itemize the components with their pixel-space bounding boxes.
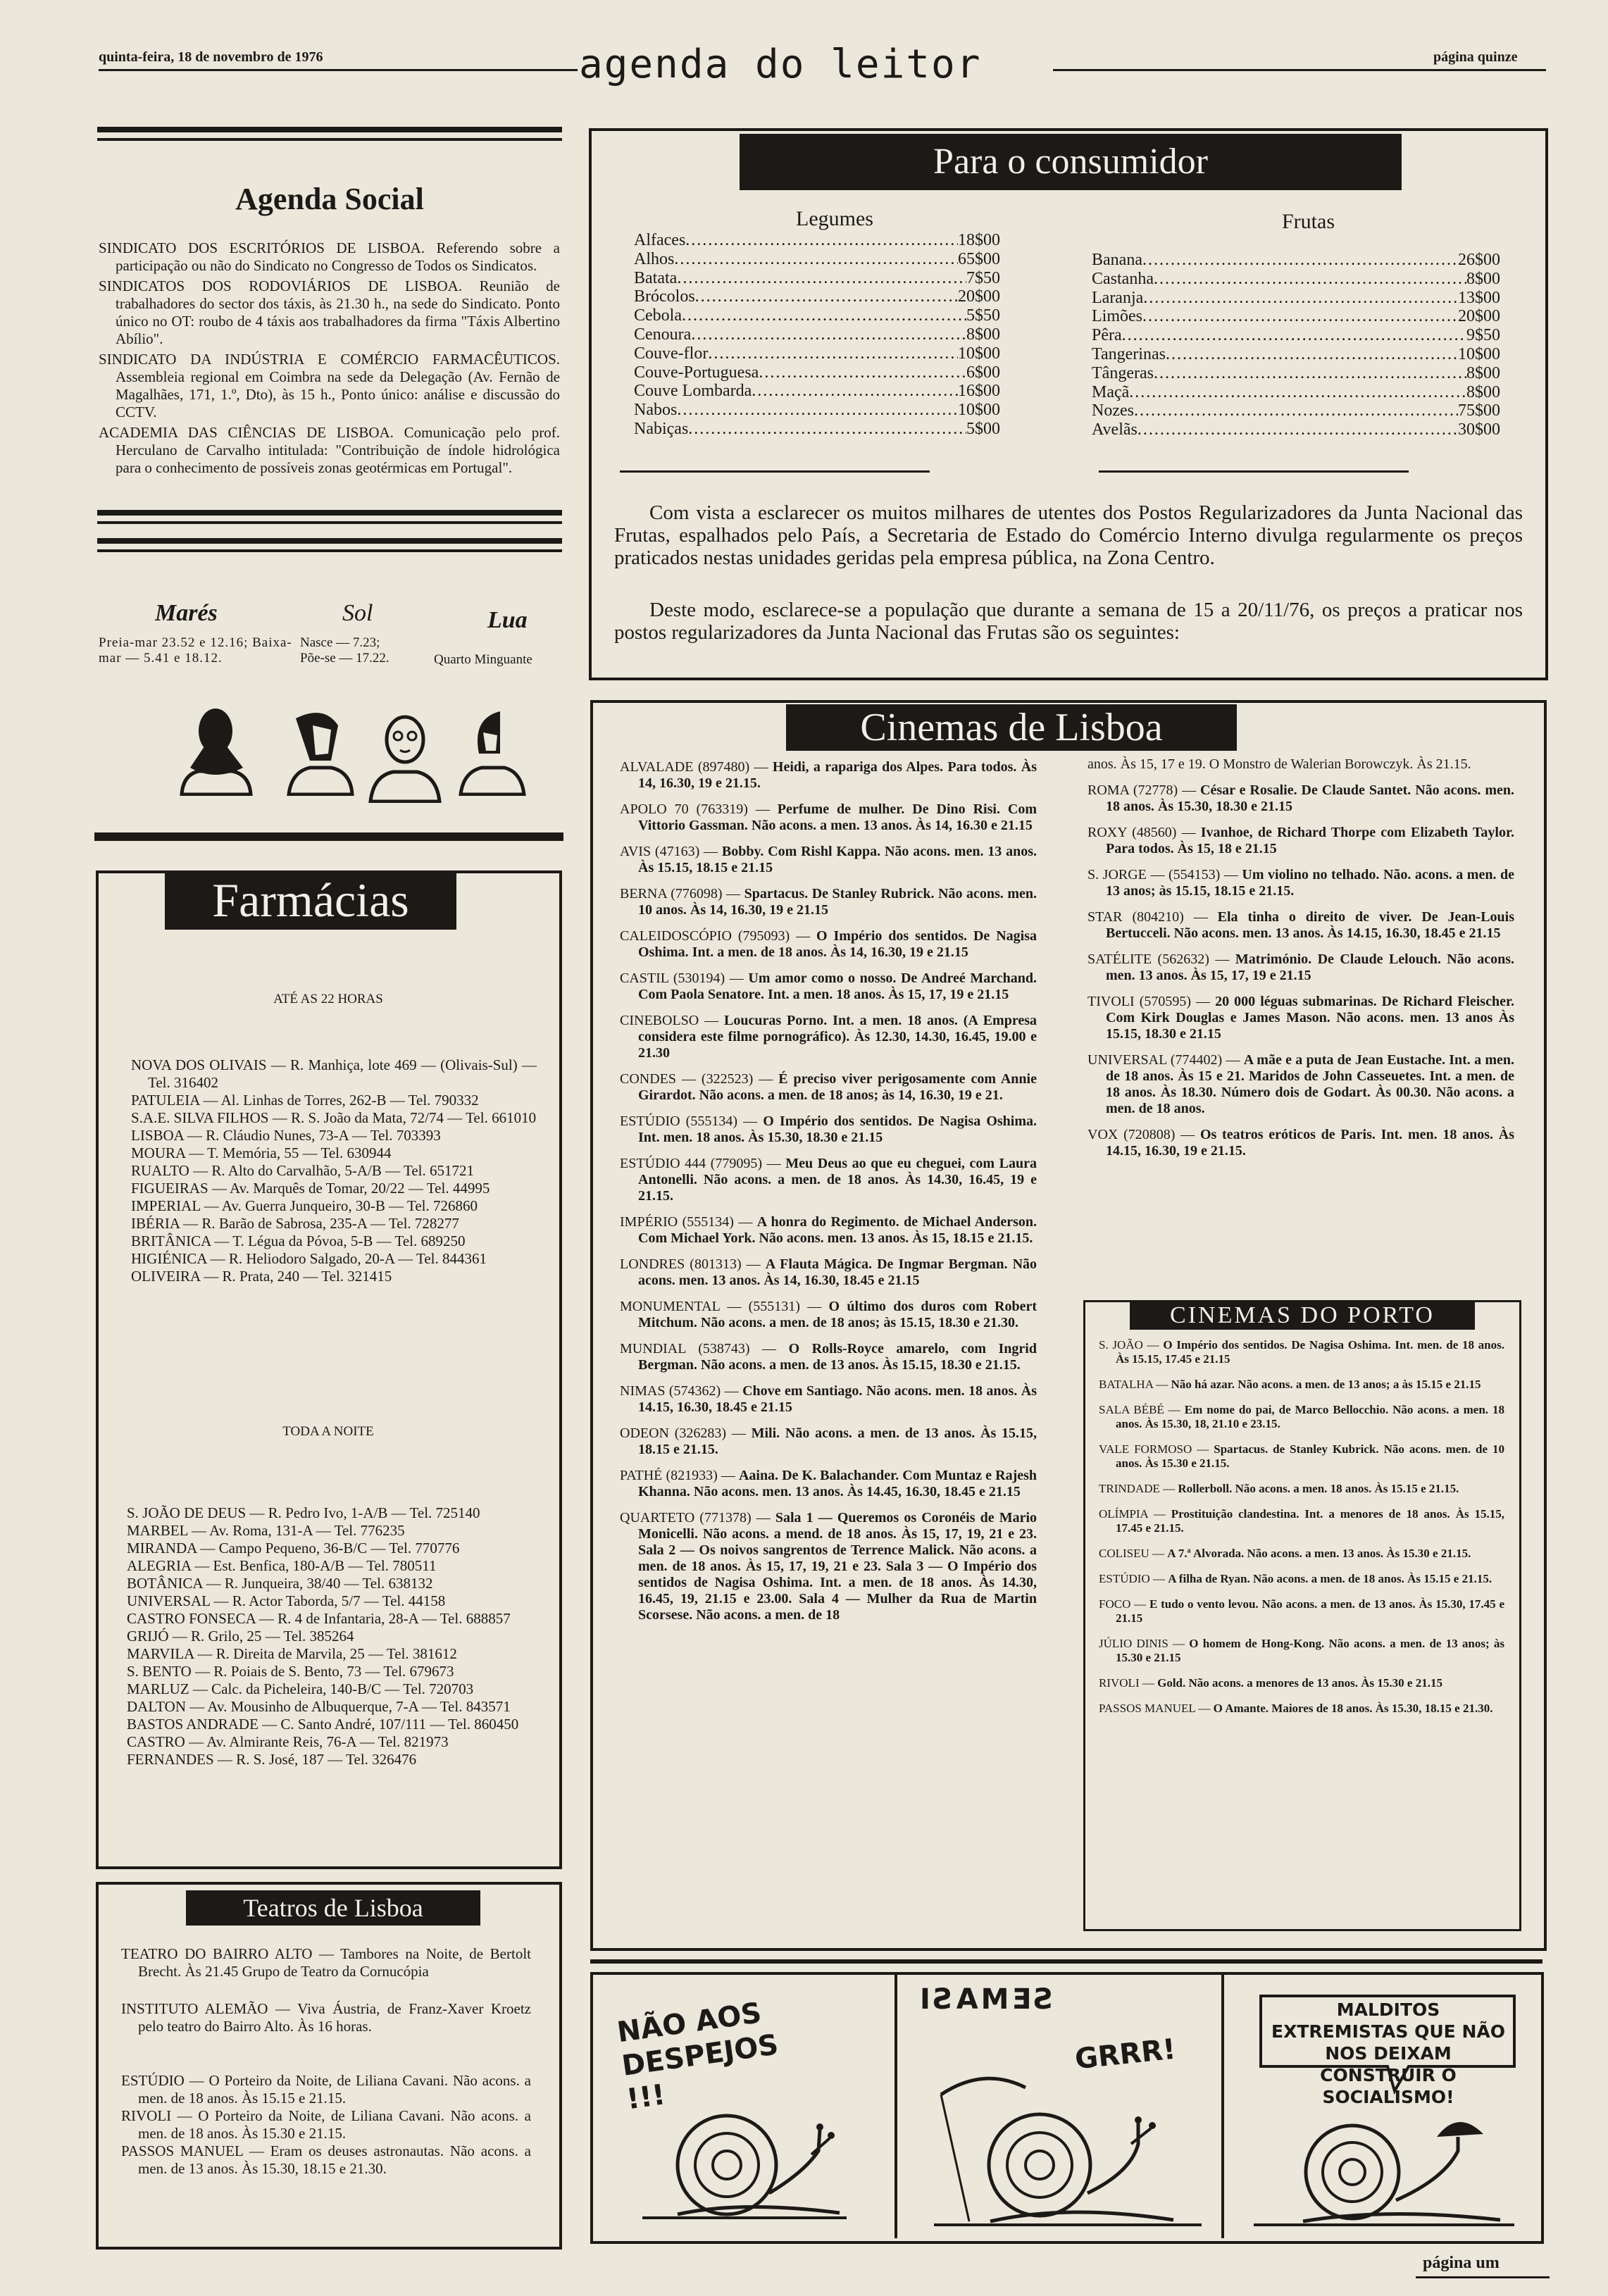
cinema-name: UNIVERSAL (774402) — [1087,1052,1240,1068]
price-item-name: Banana [1092,251,1142,269]
agenda-rule-bottom-2 [97,521,562,524]
cinema-details: Gold. Não acons. a menores de 13 anos. Às 15.30 e 21.15 [1157,1676,1442,1690]
leader-dots [752,382,958,401]
pharmacy-item: LISBOA — R. Cláudio Nunes, 73-A — Tel. 703393 [131,1127,441,1144]
cinema-details: A filha de Ryan. Não acons. a men. de 18 anos. Às 15.15 e 21.15. [1168,1572,1492,1585]
price-row [1092,383,1500,402]
price-row [1092,289,1500,308]
cinema-name: TIVOLI (570595) — [1087,994,1211,1009]
price-row [1092,251,1500,270]
cinema-details: Perfume de mulher. De Dino Risi. Com Vittorio Gassman. Não acons. a men. 13 anos. Às 14, 16.30 e 21.15 [638,801,1037,833]
porto-banner: CINEMAS DO PORTO [1130,1302,1475,1330]
cinema-details: A mãe e a puta de Jean Eustache. Int. a men. de 18 anos. Às 15 e 21. Maridos de John Casseuetes. Int. a men. de 18 anos. Às 18.30. Número dois de Godart. Às 00.30. Não acons. a men. de 18 anos. [1106,1052,1514,1116]
cinema-details: O Império dos sentidos. De Nagisa Oshima. Int. a men. de 18 anos. Às 14, 16.30, 19 e 21.15 [638,928,1037,960]
leader-dots [1142,251,1458,270]
consumidor-paragraph-1: Com vista a esclarecer os muitos milhares de utentes dos Postos Regularizadores da Junta Nacional das Frutas, espalhados pelo País, a Secretaria de Estado do Comércio Interno divulga regularmente os preços praticados nestas unidades geridas pela empresa pública, na Zona Centro. [614,501,1523,569]
cinema-name: PATHÉ (821933) — [620,1468,735,1483]
cinema-details: Loucuras Porno. Int. a men. 18 anos. (A Empresa considera este filme pornográfico). Às 12.30, 14.30, 16.45, 19.00 e 21.30 [638,1013,1037,1061]
price-item-value: 8$00 [966,325,1000,344]
leader-dots [695,287,958,306]
leader-dots [677,401,958,420]
leader-dots [1142,307,1458,326]
cinema-listing [620,1013,1037,1061]
cinema-name: S. JOÃO — [1099,1338,1159,1352]
pharmacy-item: MARVILA — R. Direita de Marvila, 25 — Tel. 381612 [127,1645,457,1662]
pharmacy-item: IBÉRIA — R. Barão de Sabrosa, 235-A — Tel. 728277 [131,1215,459,1232]
cinema-listing [1087,952,1514,984]
price-row [634,250,1000,269]
cinema-name: MUNDIAL (538743) — [620,1341,777,1356]
cinema-name: ODEON (326283) — [620,1425,746,1441]
legumes-list [634,231,1000,439]
price-row [634,382,1000,401]
cinemas-banner: Cinemas de Lisboa [786,704,1237,751]
mares-rule-top-2 [97,549,562,552]
section-title: agenda do leitor [579,42,982,87]
cinema-details: O homem de Hong-Kong. Não acons. a men. de 13 anos; às 15.30 e 21.15 [1116,1637,1505,1664]
cinema-listing [1099,1637,1504,1665]
agenda-item: SINDICATOS DOS RODOVIÁRIOS DE LISBOA. Reunião de trabalhadores do sector dos táxis, às 21.30 h., na sede do Sindicato. Ponto único no OT: roubo de 4 táxis aos trabalhadores da firma "Táxis Albertino Abílio". [99,277,560,347]
cinema-listing [1099,1676,1504,1690]
cinema-name: APOLO 70 (763319) — [620,801,770,817]
cinema-details: Sala 1 — Queremos os Coronéis de Mario Monicelli. Não acons. a mend. de 18 anos. Às 15, 17, 19, 21 e 23. Sala 2 — Os noivos sangrentos de Terrence Malick. Não acons. a men. de 18 anos. Às 15, 17, 19, 21 e 23. Sala 3 — O Império dos sentidos de Nagisa Oshima. Int. a men. de 18 anos. Às 14.30, 16.45, 19, 21.15 e 23.00. Sala 4 — Mulher da Rua de Martin Scorsese. Não acons. a men. de 18 [638,1510,1037,1623]
leader-dots [1166,345,1458,364]
price-row [634,363,1000,382]
cinema-details: Não há azar. Não acons. a men. de 13 anos; a às 15.15 e 21.15 [1171,1378,1481,1391]
price-item-value: 10$00 [1458,344,1500,363]
cinema-details: Um amor como o nosso. De Andreé Marchand. Com Paola Senatore. Int. a men. 18 anos. Às 15, 17, 19 e 21.15 [638,971,1037,1002]
snail-angry-icon [927,2052,1209,2235]
pharmacy-item: S.A.E. SILVA FILHOS — R. S. João da Mata, 72/74 — Tel. 661010 [131,1109,537,1126]
pharmacy-item: NOVA DOS OLIVAIS — R. Manhiça, lote 469 — (Olivais-Sul) — Tel. 316402 [131,1056,537,1091]
sol-label: Sol [342,600,373,626]
profile-face-icon [366,711,444,803]
leader-dots [1154,364,1466,383]
price-item-value: 5$50 [966,306,1000,325]
cinema-name: FOCO — [1099,1597,1147,1611]
cinema-listing [1099,1702,1504,1716]
pharmacy-item: HIGIÉNICA — R. Heliodoro Salgado, 20-A — Tel. 844361 [131,1250,487,1267]
cinemas-col1 [620,759,1037,1633]
cinema-details: A Flauta Mágica. De Ingmar Bergman. Não acons. men. 13 anos. Às 14, 16.30, 18.45 e 21.15 [638,1256,1037,1288]
price-item-value: 20$00 [958,287,1000,306]
cinema-listing [620,1113,1037,1146]
cinema-name: ROXY (48560) — [1087,825,1196,840]
cartoon-divider-2 [1221,1975,1224,2238]
cinema-details: Matrimónio. De Claude Lelouch. Não acons. men. 13 anos. Às 15, 17, 19 e 21.15 [1106,952,1514,983]
cinema-name: COLISEU — [1099,1547,1165,1560]
snail-icon [635,2088,861,2228]
cinema-listing [620,1425,1037,1458]
cinema-listing [620,886,1037,918]
pharmacy-item: BASTOS ANDRADE — C. Santo André, 107/111 — Tel. 860450 [127,1716,519,1733]
price-row [1092,401,1500,420]
cinema-listing [1099,1482,1504,1496]
cinema-listing [1099,1572,1504,1586]
farmacias-noite-list [127,1504,537,1768]
agenda-rule-bottom-1 [97,510,562,516]
cartoon-panel-2 [899,1975,1223,2238]
pharmacy-item: PATULEIA — Al. Linhas de Torres, 262-B — Tel. 790332 [131,1092,479,1109]
cinema-details: Meu Deus ao que eu cheguei, com Laura Antonelli. Não acons. a men. de 18 anos. Às 14.30, 16.45, 19 e 21.15. [638,1156,1037,1204]
price-item-value: 7$50 [966,268,1000,287]
price-item-name: Alhos [634,249,675,268]
cinema-details: O Império dos sentidos. De Nagisa Oshima. Int. men. de 18 anos. Às 15.15, 17.45 e 21.15 [1116,1338,1504,1366]
theatre-item: INSTITUTO ALEMÃO — Viva Áustria, de Franz-Xaver Kroetz pelo teatro do Bairro Alto. Às 16 horas. [121,2000,531,2035]
price-item-name: Cenoura [634,325,692,344]
cinema-listing [620,1156,1037,1204]
cinema-name: RIVOLI — [1099,1676,1154,1690]
cinema-name: JÚLIO DINIS — [1099,1637,1185,1650]
price-item-value: 9$50 [1466,326,1500,345]
consumidor-banner: Para o consumidor [740,134,1402,190]
cinema-details: A honra do Regimento. de Michael Anderson. Com Michael York. Não acons. men. 13 anos. Às 15, 18.15 e 21.15. [638,1214,1037,1246]
snail-helmet-icon [1247,2080,1521,2235]
price-row [1092,270,1500,289]
page-number: página quinze [1433,49,1518,65]
cartoon-sign: IƧAMƎƧ [920,1983,1057,2016]
consumidor-divider-right [1099,470,1409,473]
pharmacy-item: FIGUEIRAS — Av. Marquês de Tomar, 20/22 — Tel. 44995 [131,1180,490,1197]
cinema-name: NIMAS (574362) — [620,1383,739,1399]
cinema-details: É preciso viver perigosamente com Annie Girardot. Não acons. a men. de 18 anos; às 14, 16.30, 19 e 21. [638,1071,1037,1103]
mares-text: Preia-mar 23.52 e 12.16; Baixa-mar — 5.41 e 18.12. [99,635,292,666]
cinema-details: 20 000 léguas submarinas. De Richard Fleischer. Com Kirk Douglas e James Mason. Não acons. men. 13 anos Às 15.15, 18.30 e 21.15 [1106,994,1514,1042]
theatre-item: PASSOS MANUEL — Eram os deuses astronautas. Não acons. a men. de 13 anos. Às 15.30, 18.15 e 21.30. [121,2142,531,2177]
profile-hooded-icon [282,704,359,796]
cinema-listing [1099,1338,1504,1366]
mares-label: Marés [155,600,218,626]
price-item-name: Brócolos [634,287,695,306]
cinema-listing [1087,1052,1514,1117]
price-row [634,306,1000,325]
cinema-listing [620,1256,1037,1289]
price-item-value: 16$00 [958,382,1000,401]
cinema-listing [1087,825,1514,857]
leader-dots [691,325,966,344]
consumidor-paragraph-2: Deste modo, esclarece-se a população que durante a semana de 15 a 20/11/76, os preços a praticar nos postos regularizadores da Junta Nacional das Frutas são os seguintes: [614,599,1523,644]
farmacias-banner: Farmácias [165,871,456,930]
agenda-rule-top-2 [97,138,562,141]
cartoon-panel-3 [1226,1975,1535,2238]
cinema-listing [620,1468,1037,1500]
pharmacy-item: UNIVERSAL — R. Actor Taborda, 5/7 — Tel. 44158 [127,1592,446,1609]
cinema-details: Chove em Santiago. Não acons. men. 18 anos. Às 14.15, 16.30, 18.45 e 21.15 [638,1383,1037,1415]
price-item-value: 75$00 [1458,401,1500,420]
teatros-banner: Teatros de Lisboa [186,1890,480,1926]
mares-rule-top-1 [97,538,562,544]
pharmacy-item: MARBEL — Av. Roma, 131-A — Tel. 776235 [127,1522,405,1539]
cinema-name: AVIS (47163) — [620,844,718,859]
cinema-details: Bobby. Com Rishl Kappa. Não acons. men. 13 anos. Às 15.15, 18.15 e 21.15 [638,844,1037,875]
price-item-name: Cebola [634,306,682,325]
farmacias-ate-list [131,1056,537,1285]
price-item-value: 20$00 [1458,307,1500,326]
agenda-item: SINDICATO DA INDÚSTRIA E COMÉRCIO FARMACÊUTICOS. Assembleia regional em Coimbra na sede da Delegação (Av. Fernão de Magalhães, 171, 1.º, Dto), às 15 h., Ponto único: análise e discussão do CCTV. [99,351,560,420]
leader-dots [1134,401,1458,420]
cinema-name: PASSOS MANUEL — [1099,1702,1211,1715]
price-item-name: Nozes [1092,401,1134,420]
cinema-listing [1087,1127,1514,1159]
price-item-name: Avelãs [1092,420,1138,439]
price-item-name: Nabos [634,401,678,420]
cinema-name: LONDRES (801313) — [620,1256,761,1272]
price-item-name: Batata [634,268,678,287]
leader-dots [685,231,958,250]
price-item-value: 8$00 [1466,382,1500,401]
cinema-name: TRINDADE — [1099,1482,1176,1495]
cinema-listing [620,844,1037,876]
price-item-value: 30$00 [1458,420,1500,439]
price-row [634,287,1000,306]
leader-dots [674,250,958,269]
pharmacy-item: DALTON — Av. Mousinho de Albuquerque, 7-A — Tel. 843571 [127,1698,511,1715]
price-item-name: Nabiças [634,419,689,438]
leader-dots [682,306,966,325]
cinema-listing [1099,1507,1504,1535]
cinema-listing [620,1071,1037,1104]
price-item-name: Couve Lombarda [634,382,752,401]
header-date: quinta-feira, 18 de novembro de 1976 [99,49,323,65]
leader-dots [1122,326,1466,345]
price-row [634,231,1000,250]
leader-dots [677,269,966,288]
price-item-value: 13$00 [1458,288,1500,307]
cinema-listing [620,801,1037,834]
leader-dots [708,344,958,363]
cinema-details: Spartacus. De Stanley Rubrick. Não acons. men. 10 anos. Às 14, 16.30, 19 e 21.15 [638,886,1037,918]
pharmacy-item: MARLUZ — Calc. da Picheleira, 140-B/C — Tel. 720703 [127,1680,474,1697]
legumes-label: Legumes [796,207,873,230]
price-item-value: 65$00 [958,249,1000,268]
price-item-name: Pêra [1092,326,1122,345]
price-row [1092,364,1500,383]
cinema-details: O Amante. Maiores de 18 anos. Às 15.30, 18.15 e 21.30. [1213,1702,1493,1715]
cinema-details: O Império dos sentidos. De Nagisa Oshima. Int. men. 18 anos. Às 15.30, 18.30 e 21.15 [638,1113,1037,1145]
price-row [634,269,1000,288]
pharmacy-item: CASTRO — Av. Almirante Reis, 76-A — Tel. 821973 [127,1733,449,1750]
profile-silhouette-icon [176,704,254,796]
agenda-social-list [99,239,560,480]
pharmacy-item: RUALTO — R. Alto do Carvalhão, 5-A/B — Tel. 651721 [131,1162,474,1179]
cinema-details: Rollerboll. Não acons. a men. 18 anos. Às 15.15 e 21.15. [1178,1482,1459,1495]
agenda-item: SINDICATO DOS ESCRITÓRIOS DE LISBOA. Referendo sobre a participação ou não do Sindicato no Congresso de Todos os Sindicatos. [99,239,560,274]
teatros-list [121,1945,531,2178]
price-item-name: Laranja [1092,288,1144,307]
cinema-listing-continued: anos. Às 15, 17 e 19. O Monstro de Walerian Borowczyk. Às 21.15. [1087,756,1471,772]
price-item-name: Tângeras [1092,363,1154,382]
cinema-name: BERNA (776098) — [620,886,741,901]
cinema-name: CONDES — (322523) — [620,1071,773,1087]
pharmacy-item: MIRANDA — Campo Pequeno, 36-B/C — Tel. 770776 [127,1540,460,1556]
price-item-value: 18$00 [958,231,1000,249]
leader-dots [1154,270,1466,289]
leader-dots [1129,383,1466,402]
cinema-listing [1087,782,1514,815]
frutas-label: Frutas [1282,210,1335,233]
cinema-details: E tudo o vento levou. Não acons. a men. de 13 anos. Às 15.30, 17.45 e 21.15 [1116,1597,1504,1625]
pharmacy-item: S. JOÃO DE DEUS — R. Pedro Ivo, 1-A/B — Tel. 725140 [127,1504,480,1521]
pharmacy-item: CASTRO FONSECA — R. 4 de Infantaria, 28-A — Tel. 688857 [127,1610,511,1627]
cinema-details: O Rolls-Royce amarelo, com Ingrid Bergman. Não acons. a men. de 13 anos. Às 15.15, 18.30 e 21.15. [638,1341,1037,1373]
cinema-name: CASTIL (530194) — [620,971,744,986]
cinema-listing [620,1299,1037,1331]
cinema-details: Ela tinha o direito de viver. De Jean-Louis Bertucceli. Não acons. men. 13 anos. Às 14.15, 16.30, 18.45 e 21.15 [1106,909,1515,941]
cinema-name: CINEBOLSO — [620,1013,719,1028]
cinema-name: ALVALADE (897480) — [620,759,768,775]
price-row [1092,307,1500,326]
price-item-name: Castanha [1092,269,1154,288]
farmacias-rule-top [94,832,563,841]
cinema-name: QUARTETO (771378) — [620,1510,771,1526]
pharmacy-item: BRITÂNICA — T. Légua da Póvoa, 5-B — Tel. 689250 [131,1233,466,1249]
price-item-value: 6$00 [966,363,1000,382]
cartoon-divider-1 [895,1975,897,2238]
price-row [634,325,1000,344]
cinema-listing [1099,1442,1504,1471]
cinema-name: S. JORGE — (554153) — [1087,867,1238,882]
cartoon-caption-3: MALDITOS EXTREMISTAS QUE NÃO NOS DEIXAM CONSTRUIR O SOCIALISMO! [1271,1999,1505,2107]
price-item-value: 10$00 [958,401,1000,420]
cinema-listing [1087,909,1514,942]
cinema-details: Ivanhoe, de Richard Thorpe com Elizabeth Taylor. Para todos. Às 15, 18 e 21.15 [1106,825,1515,856]
leader-dots [1138,420,1458,439]
porto-list [1099,1338,1504,1727]
cinema-details: Um violino no telhado. Não. acons. a men. de 13 anos; às 15.15, 18.15 e 21.15. [1106,867,1515,899]
cinema-listing [620,759,1037,792]
cinema-name: MONUMENTAL — (555131) — [620,1299,822,1314]
theatre-item: RIVOLI — O Porteiro da Noite, de Liliana Cavani. Não acons. a men. de 18 anos. Às 15.30 e 21.15. [121,2107,531,2142]
cinema-listing [1087,867,1514,899]
cinema-listing [620,1341,1037,1373]
price-item-value: 5$00 [966,419,1000,438]
leader-dots [688,420,966,439]
price-row [1092,420,1500,439]
cinema-listing [620,1510,1037,1623]
cinemas-col2 [1087,756,1514,1169]
cinema-details: César e Rosalie. De Claude Santet. Não acons. men. 18 anos. Às 15.30, 18.30 e 21.15 [1106,782,1514,814]
price-row [634,420,1000,439]
header-rule-right [1053,69,1546,71]
cartoon-caption-1: NÃO AOS DESPEJOS !!! [615,1997,780,2116]
cinema-name: BATALHA — [1099,1378,1168,1391]
cinema-details: Mili. Não acons. a men. de 13 anos. Às 15.15, 18.15 e 21.15. [638,1425,1037,1457]
leader-dots [759,363,966,382]
cinema-name: CALEIDOSCÓPIO (795093) — [620,928,811,944]
pharmacy-item: IMPERIAL — Av. Guerra Junqueiro, 30-B — Tel. 726860 [131,1197,478,1214]
cinema-name: ESTÚDIO 444 (779095) — [620,1156,781,1171]
cinema-details: Os teatros eróticos de Paris. Int. men. 18 anos. Às 14.15, 16.30, 19 e 21.15. [1106,1127,1515,1159]
pharmacy-item: MOURA — T. Memória, 55 — Tel. 630944 [131,1144,392,1161]
cinema-details: Prostituição clandestina. Int. a menores de 18 anos. Às 15.15, 17.45 e 21.15. [1116,1507,1504,1535]
cinema-listing [1099,1403,1504,1431]
cinema-listing [1099,1597,1504,1626]
footer-rule [1416,2276,1550,2278]
footer-page: página um [1423,2254,1500,2272]
cartoon-caption-2: GRRR! [1073,2033,1178,2076]
agenda-social-title: Agenda Social [235,182,424,216]
cinema-name: ESTÚDIO — [1099,1572,1165,1585]
lua-label: Lua [487,607,528,633]
price-item-name: Limões [1092,307,1142,326]
cinema-name: ROMA (72778) — [1087,782,1197,798]
price-row [634,401,1000,420]
cartoon-rule-top [590,1959,1542,1964]
theatre-item: TEATRO DO BAIRRO ALTO — Tambores na Noite, de Bertolt Brecht. Às 21.45 Grupo de Teatro da Cornucópia [121,1945,531,1980]
leader-dots [1143,289,1458,308]
pharmacy-item: BOTÂNICA — R. Junqueira, 38/40 — Tel. 638132 [127,1575,433,1592]
cinema-name: VALE FORMOSO — [1099,1442,1209,1456]
frutas-list [1092,251,1500,439]
consumidor-divider-left [620,470,930,473]
price-item-name: Alfaces [634,231,686,249]
price-row [1092,345,1500,364]
cinema-details: A 7.ª Alvorada. Não acons. a men. 13 anos. Às 15.30 e 21.15. [1167,1547,1471,1560]
cinema-listing [1099,1378,1504,1392]
sol-text: Nasce — 7.23; Põe-se — 17.22. [300,635,389,666]
cinema-details: O último dos duros com Robert Mitchum. Não acons. a men. de 18 anos; às 15.15, 18.30 e 21.30. [638,1299,1037,1330]
theatre-item: ESTÚDIO — O Porteiro da Noite, de Liliana Cavani. Não acons. a men. de 18 anos. Às 15.15 e 21.15. [121,2072,531,2107]
agenda-item: ACADEMIA DAS CIÊNCIAS DE LISBOA. Comunicação pelo prof. Herculano de Carvalho intitulada: "Contribuição de índole hidrológica para o conhecimento de possíveis zonas geotérmicas em Portugal". [99,424,560,476]
cinema-name: IMPÉRIO (555134) — [620,1214,753,1230]
pharmacy-item: S. BENTO — R. Poiais de S. Bento, 73 — Tel. 679673 [127,1663,454,1680]
cinema-details: Heidi, a rapariga dos Alpes. Para todos. Às 14, 16.30, 19 e 21.15. [638,759,1037,791]
price-item-name: Couve-flor [634,344,709,363]
cinema-listing [620,971,1037,1003]
pharmacy-item: ALEGRIA — Est. Benfica, 180-A/B — Tel. 780511 [127,1557,437,1574]
pharmacy-item: OLIVEIRA — R. Prata, 240 — Tel. 321415 [131,1268,392,1285]
cinema-listing [620,1383,1037,1416]
cinema-details: Spartacus. de Stanley Kubrick. Não acons. men. de 10 anos. Às 15.30 e 21.15. [1116,1442,1504,1470]
profile-shadow-icon [451,704,528,796]
price-item-name: Couve-Portuguesa [634,363,759,382]
cinema-name: ESTÚDIO (555134) — [620,1113,758,1129]
cinema-listing [620,928,1037,961]
pharmacy-item: FERNANDES — R. S. José, 187 — Tel. 326476 [127,1751,417,1768]
lua-text: Quarto Minguante [434,652,532,667]
price-item-name: Tangerinas [1092,344,1166,363]
cinema-name: STAR (804210) — [1087,909,1208,925]
cinema-listing [1099,1547,1504,1561]
price-item-value: 8$00 [1466,269,1500,288]
price-item-value: 26$00 [1458,251,1500,269]
cinema-details: Aaina. De K. Balachander. Com Muntaz e Rajesh Khanna. Não acons. men. 13 anos. Às 14.45, 16.30, 18.45 e 21.15 [638,1468,1037,1499]
price-row [1092,326,1500,345]
cartoon-panel-1 [593,1975,896,2238]
pharmacy-item: GRIJÓ — R. Grilo, 25 — Tel. 385264 [127,1628,354,1645]
cinema-name: SALA BÉBÉ — [1099,1403,1180,1416]
header-rule-left [99,69,578,71]
price-item-name: Maçã [1092,382,1130,401]
farmacias-noite-label: TODA A NOITE [282,1424,374,1439]
cinema-listing [1087,994,1514,1042]
agenda-rule-top-1 [97,127,562,132]
price-row [634,344,1000,363]
price-item-value: 8$00 [1466,363,1500,382]
price-item-value: 10$00 [958,344,1000,363]
cinema-name: SATÉLITE (562632) — [1087,952,1230,967]
cinema-name: VOX (720808) — [1087,1127,1195,1142]
farmacias-ate-label: ATÉ AS 22 HORAS [273,992,383,1006]
cinema-details: Em nome do pai, de Marco Bellocchio. Não acons. a men. 18 anos. Às 15.30, 18, 21.10 e 23.15. [1116,1403,1505,1430]
cinema-name: OLÍMPIA — [1099,1507,1166,1521]
cinema-listing [620,1214,1037,1247]
